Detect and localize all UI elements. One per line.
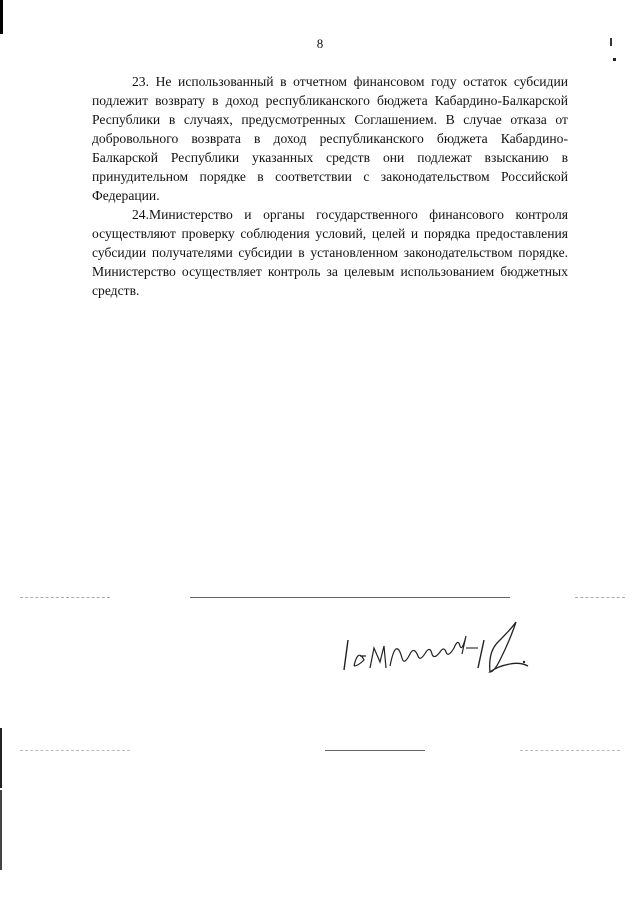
scan-rule bbox=[520, 750, 620, 752]
scan-rule bbox=[20, 750, 130, 752]
page-number: 8 bbox=[316, 36, 324, 51]
paragraph-23: 23. Не использованный в отчетном финансовом году остаток субсидии подлежит возврату в доход республиканского бюджета Кабардино-Балкарской Республики в случаях, предусмотренных Соглашением. В случае отказа от добровольного возврата в доход республиканского бюджета Кабардино-Балкарской Республики указанных средств они подлежат взысканию в принудительном порядке в соответствии с законодательством Российской Федерации. bbox=[92, 74, 568, 203]
scan-rule bbox=[190, 597, 510, 599]
scan-speck bbox=[613, 58, 616, 61]
signature bbox=[338, 618, 538, 682]
scan-rule bbox=[575, 597, 625, 599]
scan-edge-mark bbox=[0, 728, 2, 788]
document-body bbox=[92, 72, 568, 300]
paragraph-24: 24.Министерство и органы государственного финансового контроля осуществляют проверку соблюдения условий, целей и порядка предоставления субсидии получателями субсидии в установленном законодательством порядке. Министерство осуществляет контроль за целевым использованием бюджетных средств. bbox=[92, 207, 568, 298]
scan-edge-mark bbox=[0, 790, 2, 870]
scan-rule bbox=[20, 597, 110, 599]
scan-edge-mark bbox=[0, 0, 3, 34]
scan-rule bbox=[325, 750, 425, 752]
signature-text: / Ф.М. Хамгокова / bbox=[338, 618, 347, 619]
